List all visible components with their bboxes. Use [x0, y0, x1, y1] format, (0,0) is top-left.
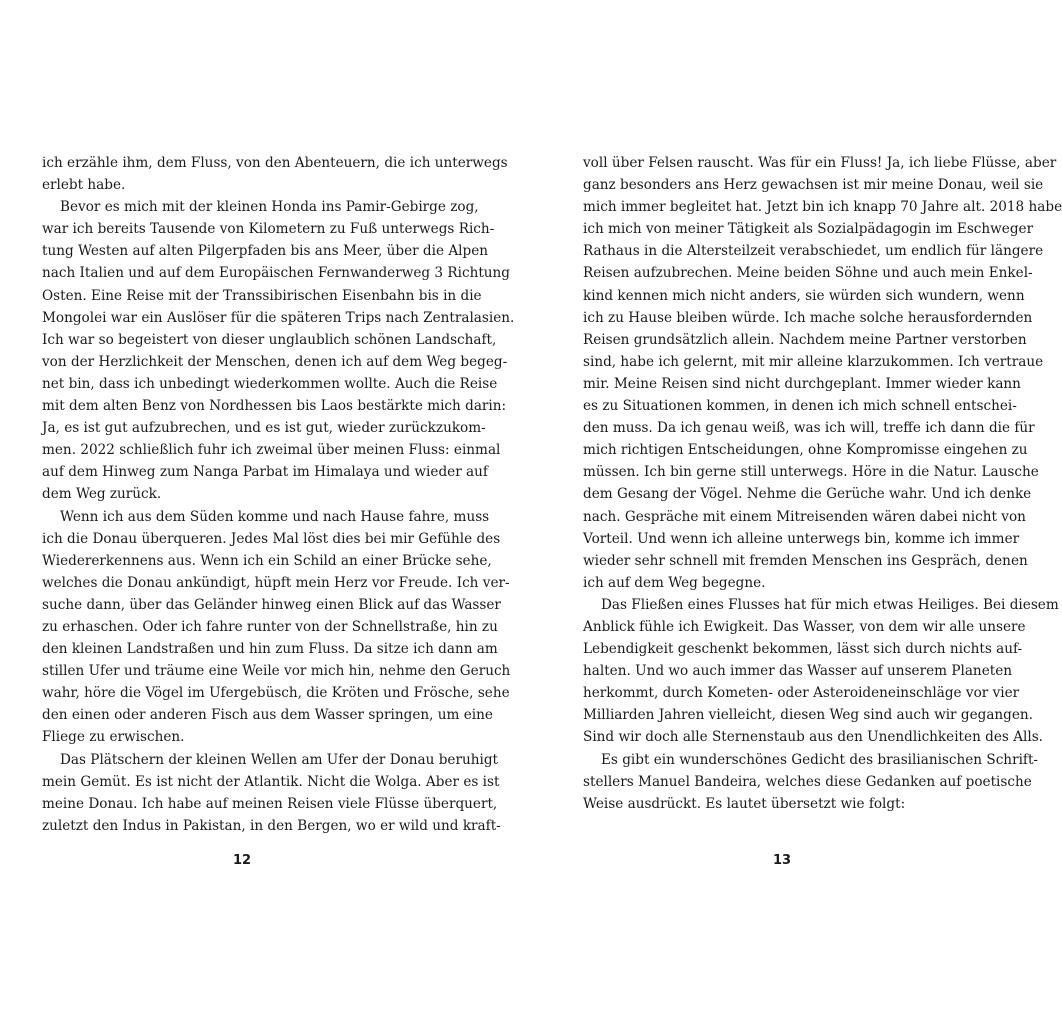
text-line: Anblick fühle ich Ewigkeit. Das Wasser, von dem wir alle unsere: [583, 618, 1026, 635]
text-line: stillen Ufer und träume eine Weile vor mich hin, nehme den Geruch: [42, 663, 511, 680]
text-line: herkommt, durch Kometen- oder Asteroideneinschläge vor vier: [583, 685, 1020, 702]
text-line: stellers Manuel Bandeira, welches diese Gedanken auf poetische: [583, 773, 1032, 790]
right-page-text: [583, 152, 1062, 815]
text-line: kind kennen mich nicht anders, sie würden sich wundern, wenn: [583, 287, 1025, 304]
text-line: erlebt habe.: [42, 177, 126, 194]
text-line: wieder sehr schnell mit fremden Menschen ins Gespräch, denen: [583, 552, 1028, 569]
text-line: nach. Gespräche mit einem Mitreisenden wären dabei nicht von: [583, 508, 1026, 525]
text-line: ich erzähle ihm, dem Fluss, von den Abenteuern, die ich unterwegs: [42, 155, 508, 171]
text-line: Vorteil. Und wenn ich alleine unterwegs bin, komme ich immer: [583, 530, 1020, 547]
text-line: den kleinen Landstraßen und hin zum Fluss. Da sitze ich dann am: [42, 641, 498, 658]
text-line: Es gibt ein wunderschönes Gedicht des brasilianischen Schrift-: [601, 751, 1038, 768]
text-line: Reisen aufzubrechen. Meine beiden Söhne und auch mein Enkel-: [583, 265, 1033, 282]
text-line: Mongolei war ein Auslöser für die späteren Trips nach Zentralasien.: [42, 309, 515, 326]
text-line: den einen oder anderen Fisch aus dem Wasser springen, um eine: [42, 707, 493, 724]
text-line: Rathaus in die Altersteilzeit verabschiedet, um endlich für längere: [583, 243, 1044, 260]
text-line: es zu Situationen kommen, in denen ich mich schnell entschei-: [583, 398, 1017, 415]
text-line: mich immer begleitet hat. Jetzt bin ich knapp 70 Jahre alt. 2018 habe: [583, 199, 1062, 216]
text-line: zu erhaschen. Oder ich fahre runter von der Schnellstraße, hin zu: [42, 618, 498, 635]
text-line: suche dann, über das Geländer hinweg einen Blick auf das Wasser: [42, 596, 501, 613]
text-line: Wenn ich aus dem Süden komme und nach Hause fahre, muss: [60, 508, 490, 525]
text-line: voll über Felsen rauscht. Was für ein Fluss! Ja, ich liebe Flüsse, aber: [583, 155, 1057, 171]
text-line: Ich war so begeistert von dieser unglaublich schönen Landschaft,: [42, 331, 497, 348]
text-line: Fliege zu erwischen.: [42, 729, 185, 746]
text-line: Weise ausdrückt. Es lautet übersetzt wie folgt:: [583, 795, 906, 812]
text-line: ich mich von meiner Tätigkeit als Sozialpädagogin im Eschweger: [583, 221, 1034, 238]
text-line: ganz besonders ans Herz gewachsen ist mir meine Donau, weil sie: [583, 177, 1044, 194]
text-line: mit dem alten Benz von Nordhessen bis Laos bestärkte mich darin:: [42, 398, 507, 415]
text-line: dem Gesang der Vögel. Nehme die Gerüche wahr. Und ich denke: [583, 486, 1032, 503]
text-line: Das Plätschern der kleinen Wellen am Ufer der Donau beruhigt: [60, 751, 498, 768]
text-line: ich die Donau überqueren. Jedes Mal löst dies bei mir Gefühle des: [42, 530, 501, 547]
text-line: mich richtigen Entscheidungen, ohne Kompromisse eingehen zu: [583, 442, 1028, 459]
text-line: Bevor es mich mit der kleinen Honda ins Pamir-Gebirge zog,: [60, 199, 479, 216]
text-line: Wiedererkennens aus. Wenn ich ein Schild an einer Brücke sehe,: [42, 552, 492, 569]
left-page-number: 12: [233, 853, 252, 868]
text-line: Lebendigkeit geschenkt bekommen, lässt sich durch nichts auf-: [583, 641, 1023, 658]
text-line: mein Gemüt. Es ist nicht der Atlantik. Nicht die Wolga. Aber es ist: [42, 773, 500, 790]
left-page-text: [42, 152, 515, 837]
text-line: von der Herzlichkeit der Menschen, denen ich auf dem Weg begeg-: [42, 353, 508, 370]
text-line: net bin, dass ich unbedingt wiederkommen wollte. Auch die Reise: [42, 375, 498, 392]
text-line: men. 2022 schließlich fuhr ich zweimal über meinen Fluss: einmal: [42, 442, 501, 459]
text-line: Reisen grundsätzlich allein. Nachdem meine Partner verstorben: [583, 331, 1027, 348]
text-line: tung Westen auf alten Pilgerpfaden bis ans Meer, über die Alpen: [42, 243, 489, 260]
text-line: nach Italien und auf dem Europäischen Fernwanderweg 3 Richtung: [42, 265, 511, 282]
text-line: wahr, höre die Vögel im Ufergebüsch, die Kröten und Frösche, sehe: [42, 685, 510, 702]
text-line: Ja, es ist gut aufzubrechen, und es ist gut, wieder zurückzukom-: [42, 420, 486, 437]
text-line: den muss. Da ich genau weiß, was ich will, treffe ich dann die für: [583, 420, 1035, 437]
text-line: ich auf dem Weg begegne.: [583, 574, 766, 591]
text-line: halten. Und wo auch immer das Wasser auf unserem Planeten: [583, 663, 1012, 680]
right-page-number: 13: [773, 853, 792, 868]
text-line: ich zu Hause bleiben würde. Ich mache solche herausfordernden: [583, 309, 1033, 326]
text-line: müssen. Ich bin gerne still unterwegs. Höre in die Natur. Lausche: [583, 464, 1039, 481]
text-line: meine Donau. Ich habe auf meinen Reisen viele Flüsse überquert,: [42, 795, 498, 812]
text-line: welches die Donau ankündigt, hüpft mein Herz vor Freude. Ich ver-: [42, 574, 510, 591]
text-line: Sind wir doch alle Sternenstaub aus den Unendlichkeiten des Alls.: [583, 729, 1043, 746]
text-line: dem Weg zurück.: [42, 486, 162, 503]
text-line: war ich bereits Tausende von Kilometern zu Fuß unterwegs Rich-: [42, 221, 495, 238]
text-line: auf dem Hinweg zum Nanga Parbat im Himalaya und wieder auf: [42, 464, 488, 481]
text-line: sind, habe ich gelernt, mit mir alleine klarzukommen. Ich vertraue: [583, 353, 1044, 370]
text-line: zuletzt den Indus in Pakistan, in den Bergen, wo er wild und kraft-: [42, 817, 501, 834]
text-line: Osten. Eine Reise mit der Transsibirischen Eisenbahn bis in die: [42, 287, 482, 304]
text-line: Milliarden Jahren vielleicht, diesen Weg sind auch wir gegangen.: [583, 707, 1034, 724]
text-line: Das Fließen eines Flusses hat für mich etwas Heiliges. Bei diesem: [601, 596, 1059, 613]
text-line: mir. Meine Reisen sind nicht durchgeplant. Immer wieder kann: [583, 375, 1021, 392]
